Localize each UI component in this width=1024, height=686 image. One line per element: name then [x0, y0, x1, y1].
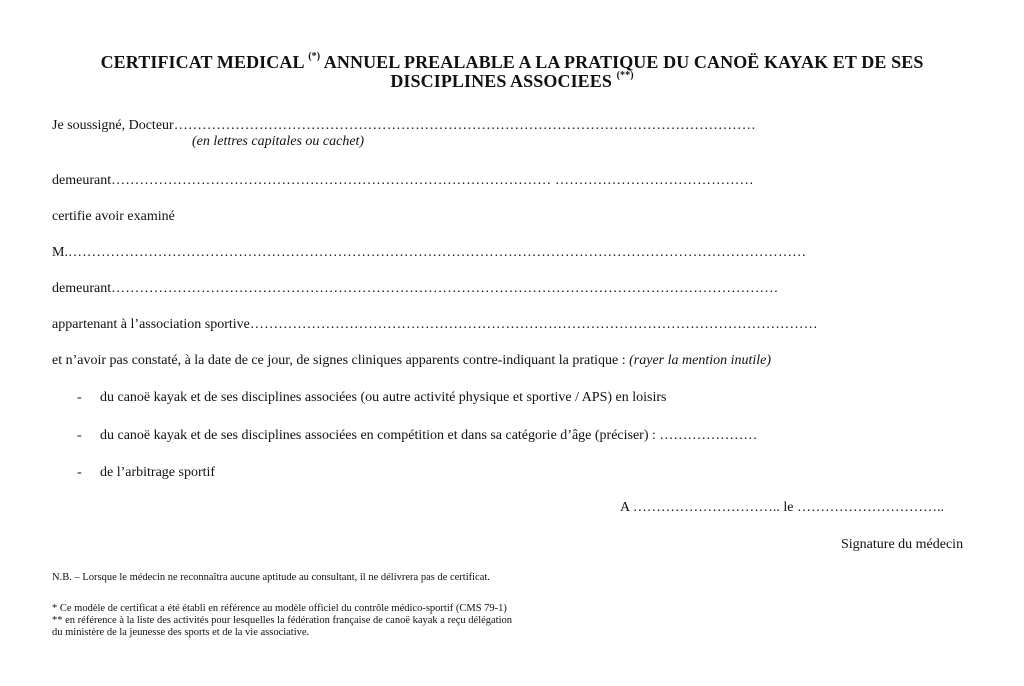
- date-field[interactable]: …………………………..: [793, 500, 944, 515]
- document-title-line2: [40, 71, 984, 91]
- footnote-2-continued: du ministère de la jeunesse des sports et de la vie associative.: [52, 627, 310, 638]
- patient-address-label: demeurant: [52, 281, 112, 296]
- doctor-address-label: demeurant: [52, 173, 112, 188]
- option-dash: -: [77, 465, 82, 480]
- option-leisure[interactable]: [77, 390, 666, 406]
- doctor-label: Je soussigné, Docteur: [52, 118, 174, 133]
- title-part1: CERTIFICAT MEDICAL: [100, 52, 309, 72]
- option-text: du canoë kayak et de ses disciplines associées en compétition et dans sa catégorie d’âge (préciser) : …………………: [100, 428, 758, 443]
- title-line2: DISCIPLINES ASSOCIEES: [390, 71, 617, 91]
- title-footnote-marker-1: (*): [308, 51, 321, 62]
- statement-text: et n’avoir pas constaté, à la date de ce jour, de signes cliniques apparents contre-indiquant la pratique :: [52, 353, 630, 368]
- doctor-address-line: [52, 173, 754, 189]
- place-date-line: [620, 500, 944, 516]
- place-field[interactable]: …………………………..: [629, 500, 780, 515]
- option-competition[interactable]: [77, 428, 757, 444]
- examined-label: certifie avoir examiné: [52, 209, 175, 224]
- footnote-1: * Ce modèle de certificat a été établi en référence au modèle officiel du contrôle médico-sportif (CMS 79-1): [52, 603, 507, 614]
- association-label: appartenant à l’association sportive: [52, 317, 250, 332]
- association-field[interactable]: …………………………………………………………………………………………………………: [249, 317, 818, 332]
- place-label: A: [620, 500, 630, 515]
- option-dash: -: [77, 390, 82, 405]
- patient-address-line: [52, 281, 779, 297]
- statement-line: [52, 353, 771, 369]
- title-part2: ANNUEL PREALABLE A LA PRATIQUE DU CANOË KAYAK ET DE SES: [320, 52, 924, 72]
- date-label: le: [779, 500, 794, 515]
- doctor-line: [52, 118, 756, 134]
- patient-address-field[interactable]: ……………………………………………………………………………………………………………………………: [111, 281, 779, 296]
- title-footnote-marker-2: (**): [616, 70, 634, 81]
- patient-label: M.: [52, 245, 68, 260]
- doctor-hint: (en lettres capitales ou cachet): [192, 134, 365, 149]
- option-text: du canoë kayak et de ses disciplines associées (ou autre activité physique et sportive / APS) en loisirs: [100, 390, 667, 405]
- association-line: [52, 317, 818, 333]
- document-title: [40, 52, 984, 72]
- patient-line: [52, 245, 806, 261]
- patient-name-field[interactable]: …………………………………………………………………………………………………………………………………………: [67, 245, 807, 260]
- option-dash: -: [77, 428, 82, 443]
- signature-label: Signature du médecin: [841, 537, 964, 552]
- nb-note: N.B. – Lorsque le médecin ne reconnaîtra aucune aptitude au consultant, il ne délivrera pas de certificat.: [52, 572, 490, 583]
- doctor-address-field[interactable]: ………………………………………………………………………………… ……………………………………: [111, 173, 754, 188]
- doctor-name-field[interactable]: ……………………………………………………………………………………………………………: [173, 118, 756, 133]
- footnote-2: ** en référence à la liste des activités pour lesquelles la fédération française de canoë kayak a reçu délégation: [52, 615, 513, 626]
- statement-hint: (rayer la mention inutile): [629, 353, 772, 368]
- option-refereeing[interactable]: [77, 465, 215, 481]
- option-text: de l’arbitrage sportif: [100, 465, 216, 480]
- examined-line: [52, 209, 175, 225]
